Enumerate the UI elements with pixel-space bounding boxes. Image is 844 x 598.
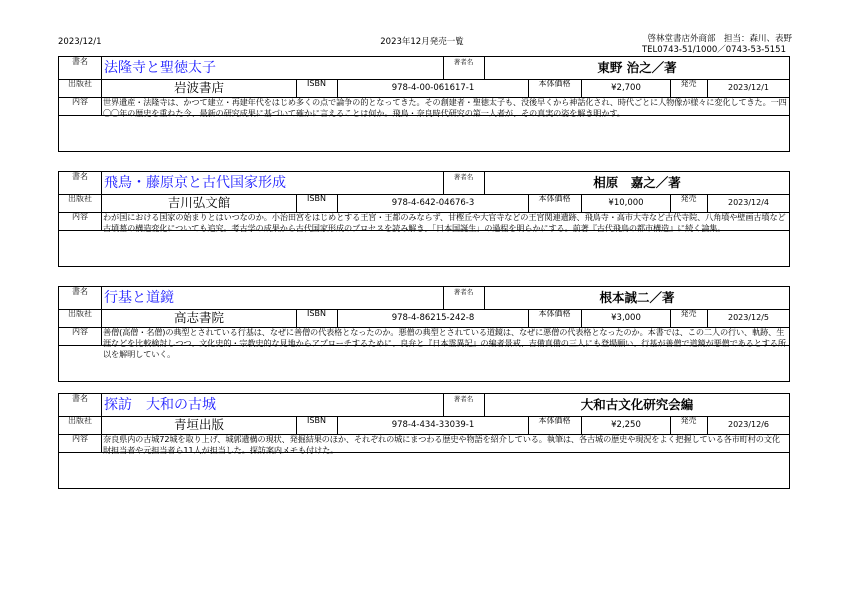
book-isbn: 978-4-642-04676-3 xyxy=(391,198,475,208)
book-release-date: 2023/12/4 xyxy=(727,198,770,207)
book-author: 東野 治之／著 xyxy=(597,60,677,75)
publisher-label: 出版社 xyxy=(68,79,92,88)
book-release-date: 2023/12/6 xyxy=(727,420,770,429)
book-author: 大和古文化研究会編 xyxy=(580,397,694,412)
book-publisher: 青垣出版 xyxy=(173,417,224,432)
content-label: 内容 xyxy=(72,212,88,221)
author-label: 著者名 xyxy=(453,395,474,403)
content-label: 内容 xyxy=(72,97,88,106)
list-date: 2023/12/1 xyxy=(58,37,102,47)
author-label: 著者名 xyxy=(453,58,474,66)
isbn-label: ISBN xyxy=(307,79,326,88)
book-title: 探訪 大和の古城 xyxy=(104,397,216,413)
content-label: 内容 xyxy=(72,434,88,443)
contact-line-1: 啓林堂書店外商部 担当：森川、表野 xyxy=(647,34,792,44)
book-author: 根本誠二／著 xyxy=(599,290,675,305)
isbn-label: ISBN xyxy=(307,309,326,318)
book-description: 奈良県内の古城72城を取り上げ、城郭遺構の現状、発掘結果のほか、それぞれの城にまつわる歴史や物語を紹介している。執筆は、各古城の歴史や現況をよく把握している各市町村の文化財担当者や元担当者ら11人が担当した。探訪案内メモも付けた。 xyxy=(103,434,780,455)
title-label: 書名 xyxy=(72,172,88,181)
page-title: 2023年12月発売一覧 xyxy=(380,37,464,47)
release-label: 発売 xyxy=(680,194,697,203)
book-isbn: 978-4-434-33039-1 xyxy=(391,420,475,430)
book-publisher: 岩波書店 xyxy=(173,80,224,95)
title-label: 書名 xyxy=(72,287,88,296)
publisher-label: 出版社 xyxy=(68,309,92,318)
book-entry-1 xyxy=(58,56,790,152)
contact-info xyxy=(642,34,792,56)
isbn-label: ISBN xyxy=(307,194,326,203)
book-price: ¥3,000 xyxy=(611,313,641,323)
publisher-label: 出版社 xyxy=(68,416,92,425)
book-price: ¥2,700 xyxy=(611,83,641,93)
book-description: 世界遺産・法隆寺は、かつて建立・再建年代をはじめ多くの点で論争の的となってきた。その創建者・聖徳太子も、没後早くから神話化され、時代ごとに人物像が様々に変化してきた。一四〇〇年の歴史を重ねた今、最新の研究成果に基づいて確かに言えることは何か。飛鳥・奈良時代研究の第一人者が、その真実の姿を解き明かす。 xyxy=(103,97,787,118)
book-title: 行基と道鏡 xyxy=(104,290,174,306)
book-entry-2 xyxy=(58,171,790,267)
book-entry-3 xyxy=(58,286,790,382)
price-label: 本体価格 xyxy=(538,416,571,425)
author-label: 著者名 xyxy=(453,173,474,181)
price-label: 本体価格 xyxy=(538,79,571,88)
author-label: 著者名 xyxy=(453,288,474,296)
price-label: 本体価格 xyxy=(538,194,571,203)
book-author: 相原 嘉之／著 xyxy=(593,175,681,190)
book-entry-4 xyxy=(58,393,790,489)
book-price: ¥10,000 xyxy=(608,198,644,208)
book-title: 法隆寺と聖徳太子 xyxy=(104,60,216,76)
book-release-date: 2023/12/1 xyxy=(727,83,770,92)
book-release-date: 2023/12/5 xyxy=(727,313,770,322)
release-label: 発売 xyxy=(680,416,697,425)
title-label: 書名 xyxy=(72,57,88,66)
book-publisher: 吉川弘文館 xyxy=(167,195,231,210)
release-label: 発売 xyxy=(680,79,697,88)
title-label: 書名 xyxy=(72,394,88,403)
publisher-label: 出版社 xyxy=(68,194,92,203)
book-isbn: 978-4-86215-242-8 xyxy=(391,313,475,323)
book-publisher: 高志書院 xyxy=(173,310,224,325)
isbn-label: ISBN xyxy=(307,416,326,425)
price-label: 本体価格 xyxy=(538,309,571,318)
book-isbn: 978-4-00-061617-1 xyxy=(391,83,475,93)
book-title: 飛鳥・藤原京と古代国家形成 xyxy=(104,175,286,191)
release-label: 発売 xyxy=(680,309,697,318)
book-price: ¥2,250 xyxy=(611,420,641,430)
book-description: わが国における国家の始まりとはいつなのか。小治田宮をはじめとする王宮・王都のみならず、甘樫丘や大官寺などの王宮関連遺跡、飛鳥寺・高市大寺など古代寺院、八角墳や壁画古墳など古墳墓の構造変化についても追究。考古学の成果から古代国家形成のプロセスを読み解き、「日本国誕生」の過程を明らかにする。前著『古代飛鳥の都市構造』に続く論集。 xyxy=(103,212,786,233)
book-description: 善僧(高僧・名僧)の典型とされている行基は、なぜに善僧の代表格となったのか。悪僧の典型とされている道鏡は、なぜに悪僧の代表格となったのか。本書では、この二人の行い、軌跡、生涯などを比較検討しつつ、文化史的・宗教史的な見地からアプローチするために、良弁と『日本霊異記』の編者景戒、吉備真備の三人にも登場願い、行基が善僧で道鏡が悪僧であるとする所以を解明していく。 xyxy=(103,327,786,359)
content-label: 内容 xyxy=(72,327,88,336)
contact-line-2: TEL0743-51/1000／0743-53-5151 xyxy=(641,45,786,55)
